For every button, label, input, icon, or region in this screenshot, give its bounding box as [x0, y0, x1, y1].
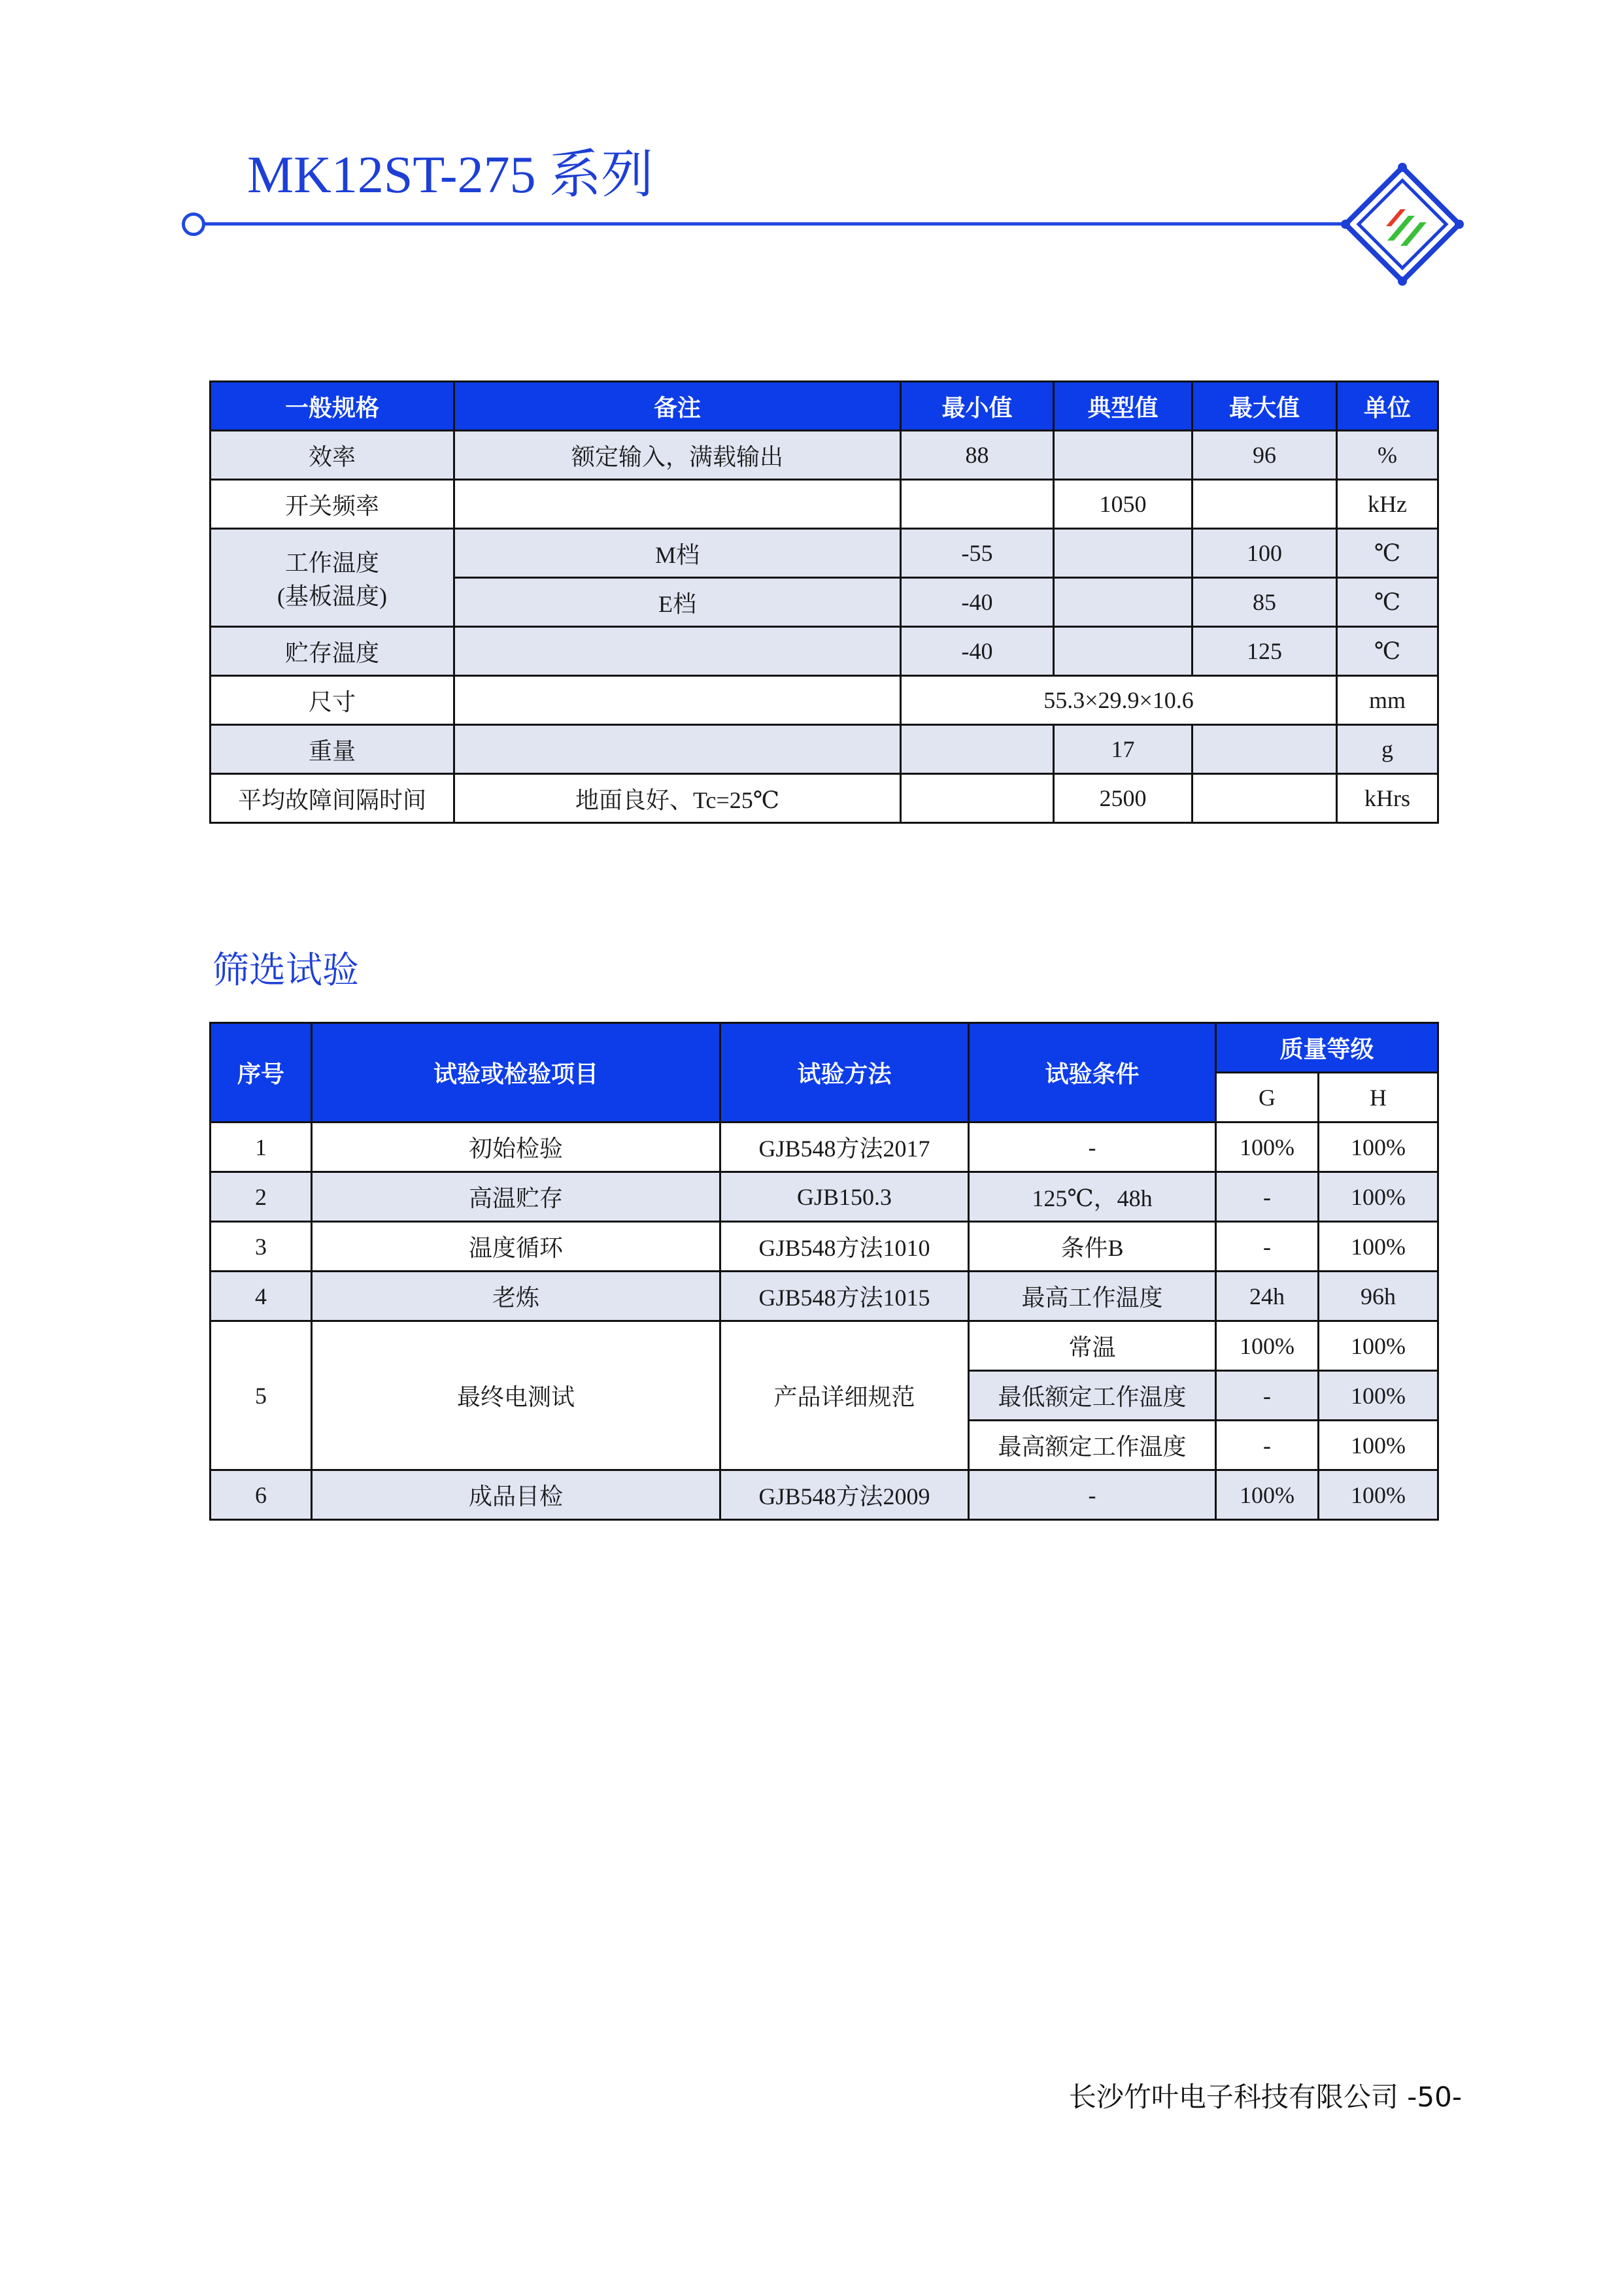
cell-method: 产品详细规范: [720, 1321, 969, 1470]
table-row: [211, 774, 1438, 823]
spec-typ: [1054, 431, 1193, 480]
cell-h: 100%: [1319, 1421, 1438, 1470]
cell-h: 100%: [1319, 1321, 1438, 1371]
cell-condition: 最高工作温度: [969, 1272, 1216, 1321]
spec-name-work-temp: [211, 529, 454, 627]
header-condition: 试验条件: [969, 1023, 1216, 1123]
spec-typ: 2500: [1054, 774, 1193, 823]
spec-name-line2: (基板温度): [277, 582, 387, 609]
spec-min: 88: [901, 431, 1054, 480]
footer-company-page: 长沙竹叶电子科技有限公司 -50-: [1068, 2081, 1462, 2113]
spec-note: 地面良好、Tc=25℃: [454, 774, 901, 823]
spec-note: [454, 627, 901, 676]
cell-g: 24h: [1216, 1272, 1319, 1321]
spec-max: [1193, 480, 1337, 529]
spec-min: [901, 774, 1054, 823]
spec-min: [901, 480, 1054, 529]
cell-h: 100%: [1319, 1371, 1438, 1421]
cell-condition: 条件B: [969, 1222, 1216, 1272]
spec-name: 尺寸: [211, 676, 454, 725]
spec-name: 贮存温度: [211, 627, 454, 676]
cell-condition: -: [969, 1470, 1216, 1520]
cell-h: 100%: [1319, 1222, 1438, 1272]
header-note: 备注: [454, 382, 901, 431]
spec-unit: kHrs: [1337, 774, 1438, 823]
spec-min: -40: [901, 578, 1054, 627]
table-row: [211, 1470, 1438, 1520]
cell-condition: 125℃，48h: [969, 1172, 1216, 1222]
header-grade-h: H: [1319, 1073, 1438, 1123]
header-typ: 典型值: [1054, 382, 1193, 431]
cell-item: 初始检验: [312, 1123, 720, 1172]
table-row: [211, 627, 1438, 676]
spec-unit: g: [1337, 725, 1438, 774]
table-header-row: [211, 1023, 1438, 1073]
spec-name: 平均故障间隔时间: [211, 774, 454, 823]
table-row: [211, 676, 1438, 725]
cell-condition: 常温: [969, 1321, 1216, 1371]
table-row: [211, 480, 1438, 529]
header-divider: [195, 222, 1372, 226]
cell-method: GJB150.3: [720, 1172, 969, 1222]
cell-method: GJB548方法2017: [720, 1123, 969, 1172]
spec-name: 效率: [211, 431, 454, 480]
header-grade-g: G: [1216, 1073, 1319, 1123]
spec-max: [1193, 774, 1337, 823]
table-row: [211, 1321, 1438, 1371]
table-header-row: [211, 382, 1438, 431]
cell-method: GJB548方法1010: [720, 1222, 969, 1272]
cell-g: -: [1216, 1371, 1319, 1421]
header-item: 试验或检验项目: [312, 1023, 720, 1123]
cell-g: 100%: [1216, 1470, 1319, 1520]
spec-name-line1: 工作温度: [284, 549, 379, 576]
spec-note: [454, 725, 901, 774]
screening-test-table: [209, 1022, 1439, 1521]
table-row: [211, 725, 1438, 774]
header-unit: 单位: [1337, 382, 1438, 431]
cell-no: 1: [211, 1123, 312, 1172]
cell-condition: 最低额定工作温度: [969, 1371, 1216, 1421]
cell-item: 温度循环: [312, 1222, 720, 1272]
table-row: [211, 1222, 1438, 1272]
header-method: 试验方法: [720, 1023, 969, 1123]
spec-name: 重量: [211, 725, 454, 774]
cell-no: 6: [211, 1470, 312, 1520]
cell-no: 5: [211, 1321, 312, 1470]
cell-method: GJB548方法1015: [720, 1272, 969, 1321]
table-row: [211, 431, 1438, 480]
spec-min: -55: [901, 529, 1054, 578]
cell-g: -: [1216, 1222, 1319, 1272]
header-grade: 质量等级: [1216, 1023, 1438, 1073]
cell-g: -: [1216, 1172, 1319, 1222]
spec-max: 125: [1193, 627, 1337, 676]
header-max: 最大值: [1193, 382, 1337, 431]
cell-h: 100%: [1319, 1470, 1438, 1520]
spec-name: 开关频率: [211, 480, 454, 529]
spec-note: [454, 480, 901, 529]
spec-max: 85: [1193, 578, 1337, 627]
spec-note: [454, 676, 901, 725]
spec-unit: ℃: [1337, 578, 1438, 627]
cell-method: GJB548方法2009: [720, 1470, 969, 1520]
spec-typ: 1050: [1054, 480, 1193, 529]
spec-unit: %: [1337, 431, 1438, 480]
cell-h: 96h: [1319, 1272, 1438, 1321]
header-min: 最小值: [901, 382, 1054, 431]
header-spec: 一般规格: [211, 382, 454, 431]
company-logo-icon: [1340, 162, 1464, 286]
spec-unit: ℃: [1337, 529, 1438, 578]
spec-size-value: 55.3×29.9×10.6: [901, 676, 1337, 725]
cell-condition: -: [969, 1123, 1216, 1172]
table-row: [211, 529, 1438, 578]
cell-g: -: [1216, 1421, 1319, 1470]
spec-max: [1193, 725, 1337, 774]
divider-circle-endpoint: [182, 212, 205, 236]
spec-min: [901, 725, 1054, 774]
cell-g: 100%: [1216, 1123, 1319, 1172]
spec-note: 额定输入，满载输出: [454, 431, 901, 480]
cell-item: 高温贮存: [312, 1172, 720, 1222]
section-title-screening: 筛选试验: [212, 949, 359, 992]
cell-item: 成品目检: [312, 1470, 720, 1520]
cell-item: 最终电测试: [312, 1321, 720, 1470]
spec-max: 96: [1193, 431, 1337, 480]
spec-min: -40: [901, 627, 1054, 676]
spec-typ: 17: [1054, 725, 1193, 774]
spec-typ: [1054, 529, 1193, 578]
cell-h: 100%: [1319, 1172, 1438, 1222]
cell-h: 100%: [1319, 1123, 1438, 1172]
spec-unit: ℃: [1337, 627, 1438, 676]
spec-typ: [1054, 627, 1193, 676]
spec-max: 100: [1193, 529, 1337, 578]
cell-item: 老炼: [312, 1272, 720, 1321]
general-spec-table: [209, 380, 1439, 824]
spec-note: M档: [454, 529, 901, 578]
cell-g: 100%: [1216, 1321, 1319, 1371]
cell-no: 4: [211, 1272, 312, 1321]
table-row: [211, 1272, 1438, 1321]
cell-condition: 最高额定工作温度: [969, 1421, 1216, 1470]
cell-no: 3: [211, 1222, 312, 1272]
spec-unit: kHz: [1337, 480, 1438, 529]
spec-unit: mm: [1337, 676, 1438, 725]
cell-no: 2: [211, 1172, 312, 1222]
header-no: 序号: [211, 1023, 312, 1123]
table-row: [211, 1172, 1438, 1222]
spec-typ: [1054, 578, 1193, 627]
page-title: MK12ST-275 系列: [247, 146, 654, 204]
spec-note: E档: [454, 578, 901, 627]
table-row: [211, 1123, 1438, 1172]
